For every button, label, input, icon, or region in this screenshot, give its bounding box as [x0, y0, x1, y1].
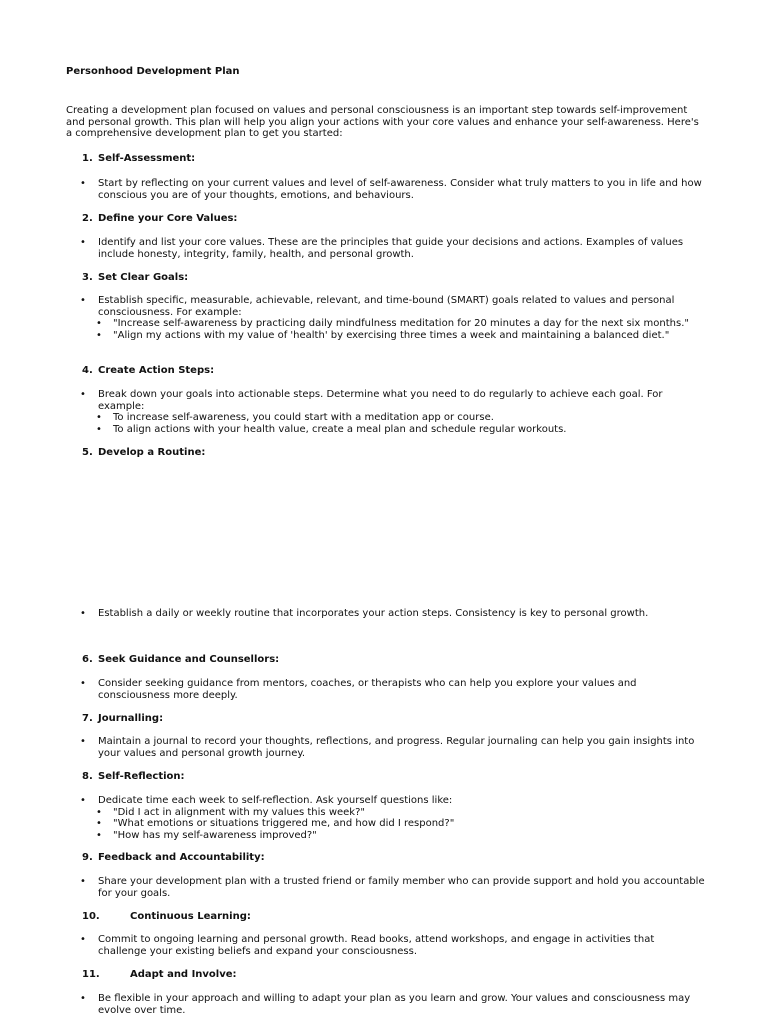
- bullet-icon: •: [80, 237, 86, 248]
- sub-bullet: [96, 818, 705, 830]
- section-number: 11.: [82, 969, 100, 980]
- section-heading-2: [82, 213, 237, 225]
- bullet-icon: •: [80, 993, 86, 1004]
- section-heading-7: [82, 713, 163, 725]
- section-bullet-11: [80, 993, 705, 1016]
- bullet-text: Share your development plan with a trusted friend or family member who can provide support and hold you accountable for your goals.: [98, 876, 705, 899]
- bullet-icon: •: [96, 829, 102, 841]
- sub-bullet: [96, 830, 705, 842]
- section-bullet-7: [80, 736, 705, 759]
- bullet-text: Consider seeking guidance from mentors, coaches, or therapists who can help you explore your values and consciousness more deeply.: [98, 678, 637, 701]
- section-title: Develop a Routine:: [98, 447, 206, 458]
- section-heading-5: [82, 447, 205, 459]
- sub-bullet-text: "Increase self-awareness by practicing daily mindfulness meditation for 20 minutes a day for the next six months.": [113, 318, 689, 330]
- section-bullet-5: [80, 608, 705, 620]
- section-number: 7.: [82, 713, 93, 724]
- bullet-icon: •: [96, 318, 102, 330]
- bullet-icon: •: [80, 295, 86, 306]
- sub-bullet-text: To increase self-awareness, you could start with a meditation app or course.: [113, 412, 494, 424]
- section-bullet-10: [80, 934, 705, 957]
- sub-bullet: [96, 318, 705, 330]
- intro-paragraph: Creating a development plan focused on values and personal consciousness is an important step towards self-improvement and personal growth. This plan will help you align your actions with your core values and enhance your self-awareness. Here's a comprehensive development plan to get you started:: [66, 105, 699, 140]
- section-bullet-9: [80, 876, 705, 899]
- bullet-icon: •: [80, 678, 86, 689]
- section-title: Set Clear Goals:: [98, 272, 189, 283]
- section-number: 5.: [82, 447, 93, 458]
- document-title: Personhood Development Plan: [66, 66, 240, 77]
- bullet-icon: •: [96, 329, 102, 341]
- sub-bullet-text: "How has my self-awareness improved?": [113, 829, 317, 841]
- sub-bullet: [96, 807, 705, 819]
- section-title: Self-Assessment:: [98, 153, 196, 164]
- bullet-text: Maintain a journal to record your thoughts, reflections, and progress. Regular journaling can help you gain insights into your values and personal growth journey.: [98, 736, 695, 759]
- bullet-icon: •: [96, 818, 102, 830]
- sub-bullet-text: "Align my actions with my value of 'health' by exercising three times a week and maintaining a balanced diet.": [113, 329, 670, 341]
- section-bullet-1: [80, 178, 705, 201]
- section-heading-9: [82, 852, 265, 864]
- sub-bullet-text: "Did I act in alignment with my values this week?": [113, 806, 365, 818]
- sub-bullet-text: To align actions with your health value, create a meal plan and schedule regular workouts.: [113, 423, 567, 435]
- bullet-text: Dedicate time each week to self-reflection. Ask yourself questions like:: [98, 795, 453, 806]
- sub-bullet: [96, 424, 705, 436]
- section-number: 2.: [82, 213, 93, 224]
- bullet-icon: •: [80, 876, 86, 887]
- bullet-text: Establish specific, measurable, achievable, relevant, and time-bound (SMART) goals related to values and personal consciousness. For example:: [98, 295, 675, 318]
- section-heading-10: [82, 911, 251, 923]
- section-heading-8: [82, 771, 185, 783]
- section-title: Feedback and Accountability:: [98, 852, 265, 863]
- section-number: 3.: [82, 272, 93, 283]
- bullet-text: Start by reflecting on your current values and level of self-awareness. Consider what truly matters to you in life and how conscious you are of your thoughts, emotions, and behaviours.: [98, 178, 702, 201]
- sub-bullet: [96, 412, 705, 424]
- section-title: Create Action Steps:: [98, 365, 215, 376]
- bullet-text: Break down your goals into actionable steps. Determine what you need to do regularly to achieve each goal. For example:: [98, 389, 663, 412]
- section-number: 4.: [82, 365, 93, 376]
- section-bullet-8: [80, 795, 705, 841]
- bullet-icon: •: [80, 736, 86, 747]
- bullet-icon: •: [80, 178, 86, 189]
- section-heading-3: [82, 272, 188, 284]
- section-bullet-2: [80, 237, 705, 260]
- section-title: Journalling:: [98, 713, 164, 724]
- section-title: Define your Core Values:: [98, 213, 238, 224]
- section-title: Adapt and Involve:: [130, 969, 237, 980]
- section-number: 6.: [82, 654, 93, 665]
- section-bullet-3: [80, 295, 705, 341]
- bullet-icon: •: [80, 795, 86, 806]
- section-heading-1: [82, 153, 195, 165]
- bullet-text: Be flexible in your approach and willing to adapt your plan as you learn and grow. Your values and consciousness may evolve over time.: [98, 993, 691, 1016]
- section-bullet-4: [80, 389, 705, 435]
- section-number: 8.: [82, 771, 93, 782]
- section-bullet-6: [80, 678, 705, 701]
- section-number: 10.: [82, 911, 100, 922]
- bullet-icon: •: [80, 934, 86, 945]
- bullet-icon: •: [96, 423, 102, 435]
- bullet-icon: •: [80, 389, 86, 400]
- bullet-text: Commit to ongoing learning and personal growth. Read books, attend workshops, and engage in activities that challenge your existing beliefs and expand your consciousness.: [98, 934, 655, 957]
- bullet-text: Establish a daily or weekly routine that incorporates your action steps. Consistency is key to personal growth.: [98, 608, 649, 619]
- section-title: Continuous Learning:: [130, 911, 251, 922]
- bullet-text: Identify and list your core values. These are the principles that guide your decisions and actions. Examples of values include honesty, integrity, family, health, and personal growth.: [98, 237, 684, 260]
- section-heading-6: [82, 654, 279, 666]
- section-title: Self-Reflection:: [98, 771, 185, 782]
- section-heading-11: [82, 969, 237, 981]
- section-number: 1.: [82, 153, 93, 164]
- section-number: 9.: [82, 852, 93, 863]
- section-heading-4: [82, 365, 214, 377]
- section-title: Seek Guidance and Counsellors:: [98, 654, 280, 665]
- sub-bullet-text: "What emotions or situations triggered me, and how did I respond?": [113, 818, 455, 830]
- sub-bullet: [96, 330, 705, 342]
- bullet-icon: •: [80, 608, 86, 619]
- bullet-icon: •: [96, 806, 102, 818]
- bullet-icon: •: [96, 412, 102, 424]
